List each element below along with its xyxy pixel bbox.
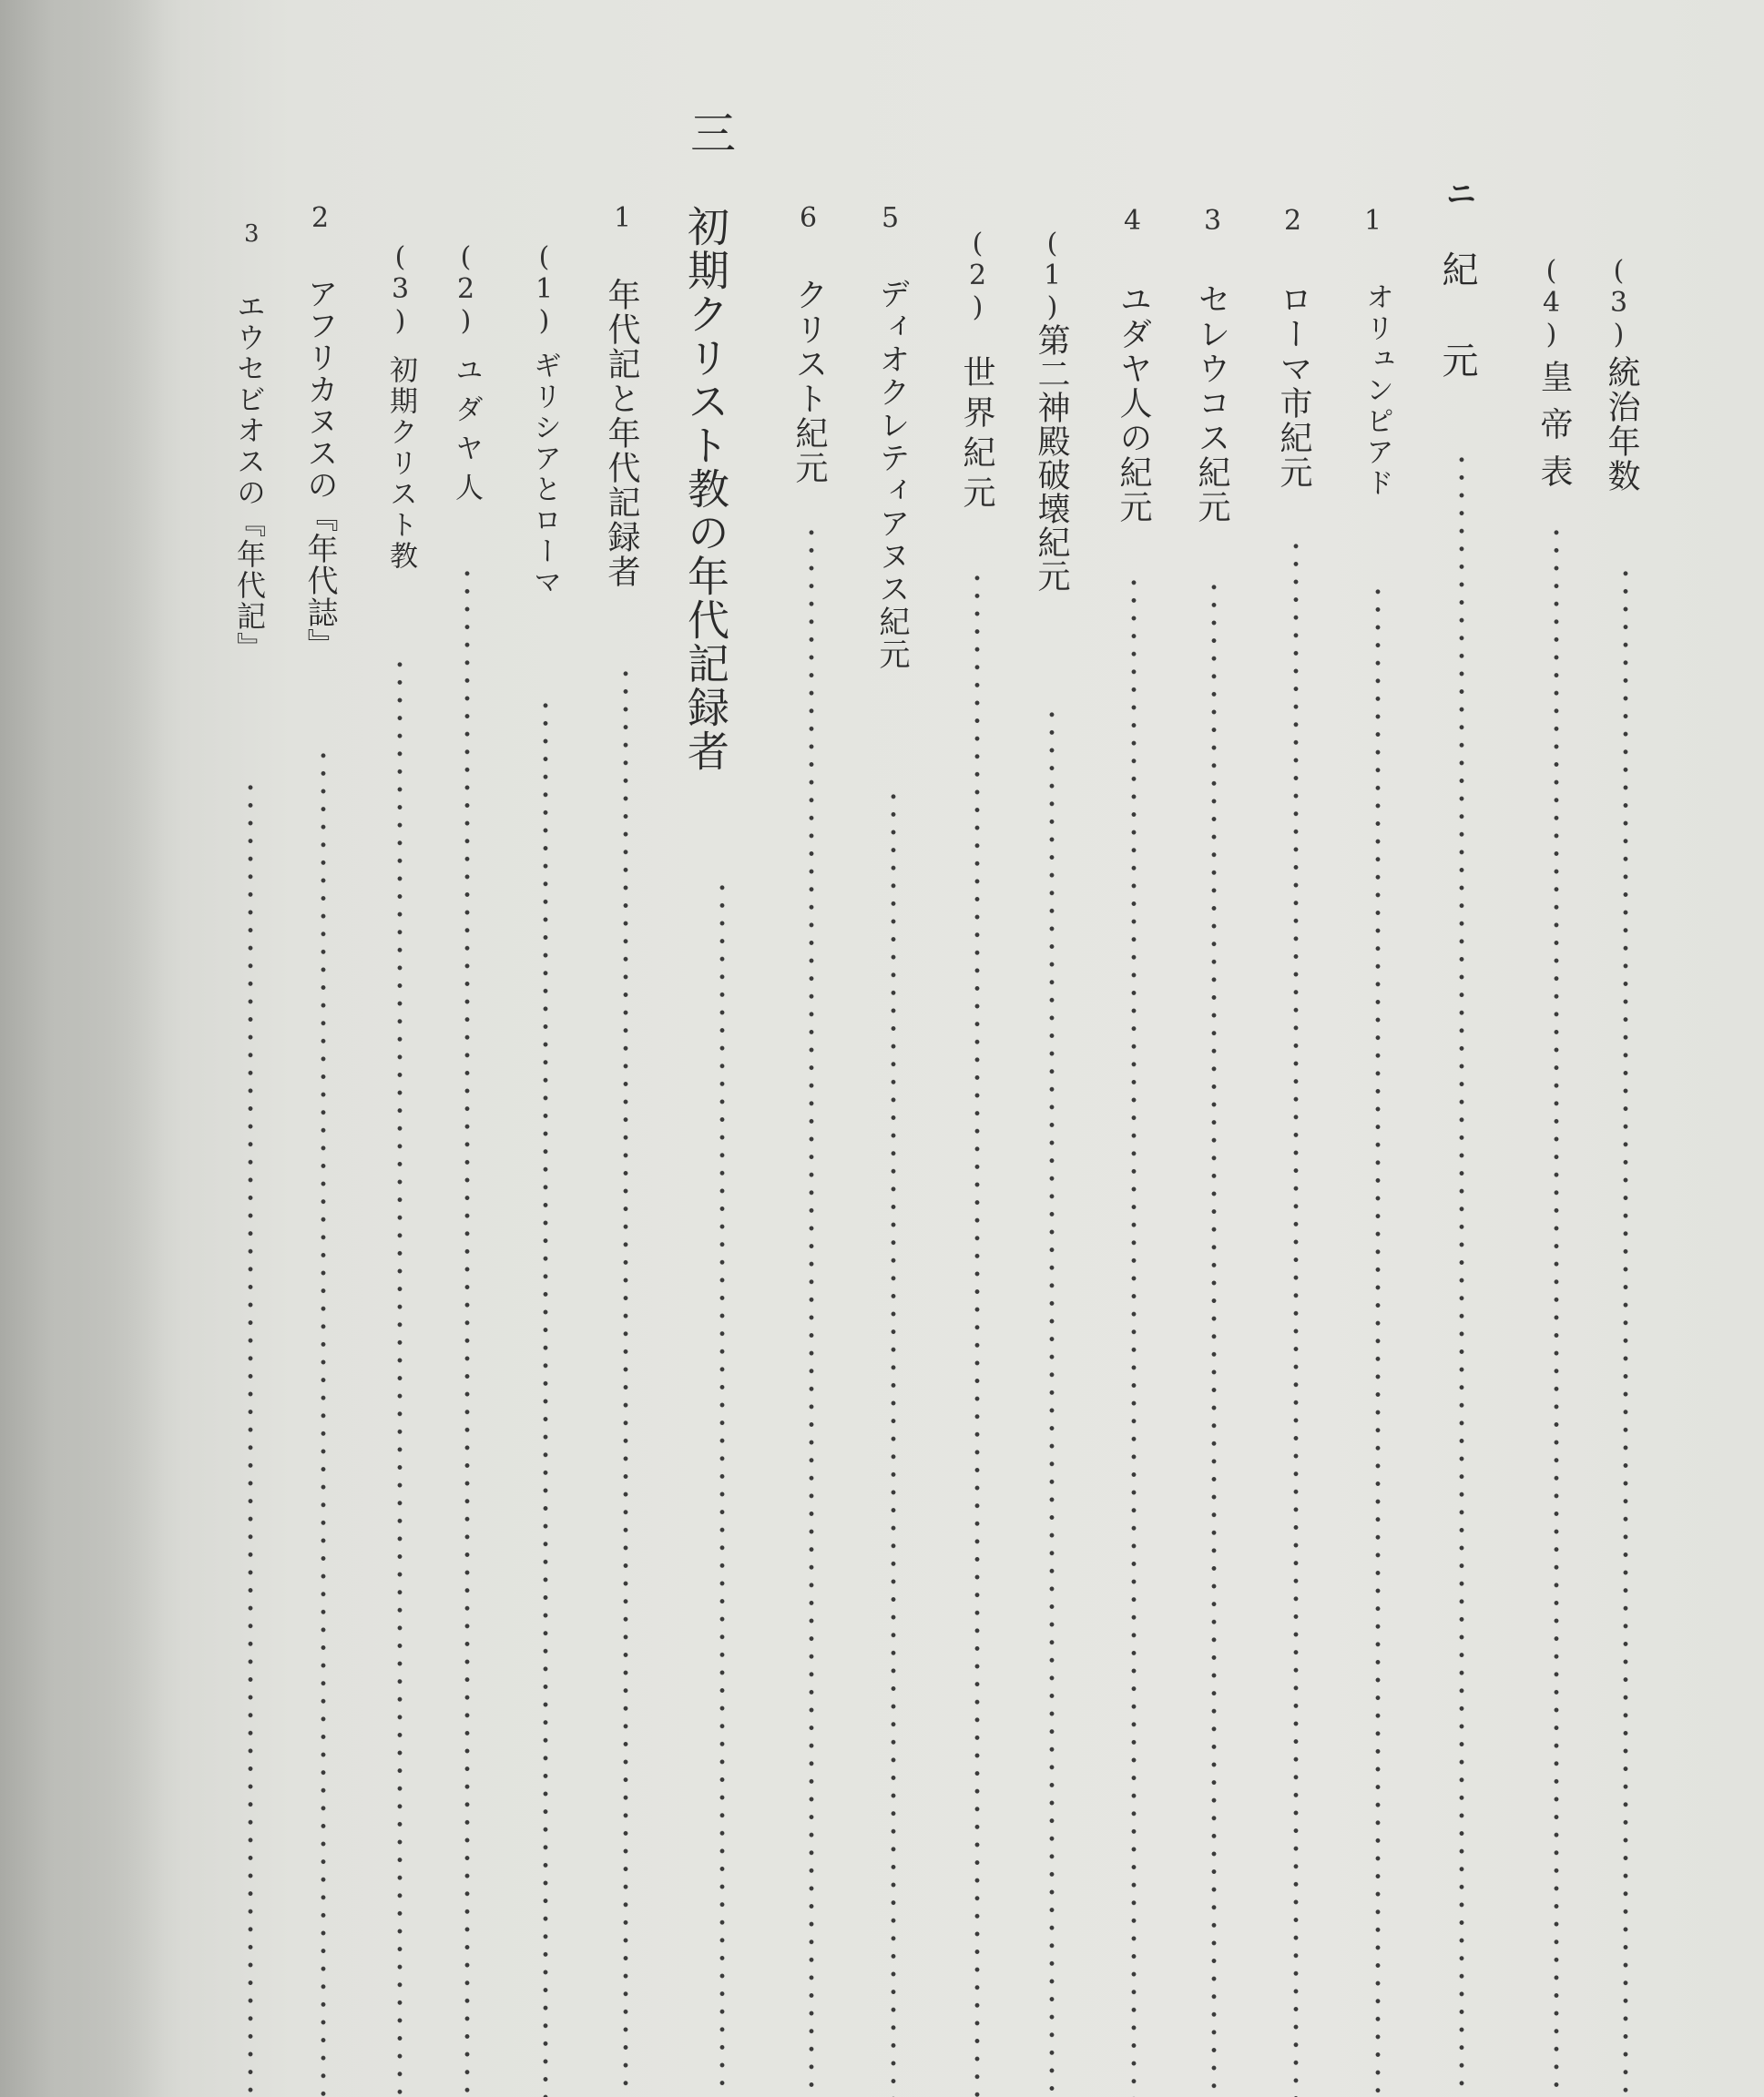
entry-title: アフリカヌスの『年代誌』	[301, 278, 338, 660]
dot-leader	[623, 665, 628, 2097]
entry-title: ローマ市紀元	[1275, 282, 1312, 490]
entry-number: 3	[244, 220, 260, 248]
entry-title: セレウコス紀元	[1193, 282, 1230, 524]
entry-number: 4	[1124, 205, 1142, 237]
section-title: 紀 元	[1436, 250, 1478, 387]
entry-number: (2)	[450, 241, 482, 337]
entry-title: ユダヤ人の紀元	[1115, 282, 1152, 524]
section-title: 初期クリスト教の年代記録者	[681, 205, 730, 773]
dot-leader	[891, 788, 896, 2097]
page-gutter-shadow	[0, 0, 164, 2097]
dot-leader	[1375, 583, 1381, 2097]
dot-leader	[1293, 537, 1299, 2097]
dot-leader	[321, 747, 326, 2097]
dot-leader	[543, 697, 548, 2097]
entry-title: オリュンピアド	[1361, 282, 1393, 499]
entry-number: (4)	[1535, 255, 1567, 351]
entry-title: 皇帝表	[1535, 360, 1573, 502]
section-number: 三	[683, 109, 736, 155]
dot-leader	[397, 656, 403, 2097]
dot-leader	[464, 565, 470, 2097]
entry-title: 初期クリスト教	[384, 355, 417, 572]
entry-title: ギリシアとローマ	[528, 351, 561, 598]
entry-title: 世界紀元	[958, 355, 995, 515]
entry-number: 6	[800, 202, 818, 234]
entry-number: (1)	[1036, 228, 1068, 323]
entry-number: (2)	[962, 228, 994, 323]
dot-leader	[809, 524, 814, 2097]
section-number: ニ	[1440, 178, 1476, 209]
dot-leader	[1554, 524, 1559, 2097]
dot-leader	[719, 879, 725, 2097]
dot-leader	[974, 569, 980, 2097]
entry-number: 1	[1364, 205, 1382, 237]
entry-title: ユダヤ人	[450, 355, 483, 512]
entry-number: 1	[614, 202, 632, 234]
entry-title: 第二神殿破壊紀元	[1033, 323, 1070, 593]
dot-leader	[1211, 578, 1217, 2097]
entry-number: 5	[882, 202, 900, 234]
entry-title: エウセビオスの『年代記』	[232, 291, 267, 663]
entry-number: (3)	[1603, 255, 1635, 351]
entry-number: 2	[311, 202, 330, 234]
dot-leader	[1131, 574, 1137, 2097]
entry-number: (3)	[384, 241, 416, 337]
dot-leader	[248, 779, 253, 2097]
dot-leader	[1623, 565, 1628, 2097]
entry-number: (1)	[528, 241, 560, 337]
entry-title: 統治年数	[1603, 355, 1640, 494]
entry-number: 3	[1204, 205, 1222, 237]
entry-title: ディオクレティアヌス紀元	[873, 278, 910, 671]
entry-number: 2	[1284, 205, 1302, 237]
dot-leader	[1049, 706, 1055, 2097]
dot-leader	[1459, 451, 1464, 2097]
entry-title: クリスト紀元	[790, 278, 828, 485]
entry-title: 年代記と年代記録者	[603, 278, 640, 589]
